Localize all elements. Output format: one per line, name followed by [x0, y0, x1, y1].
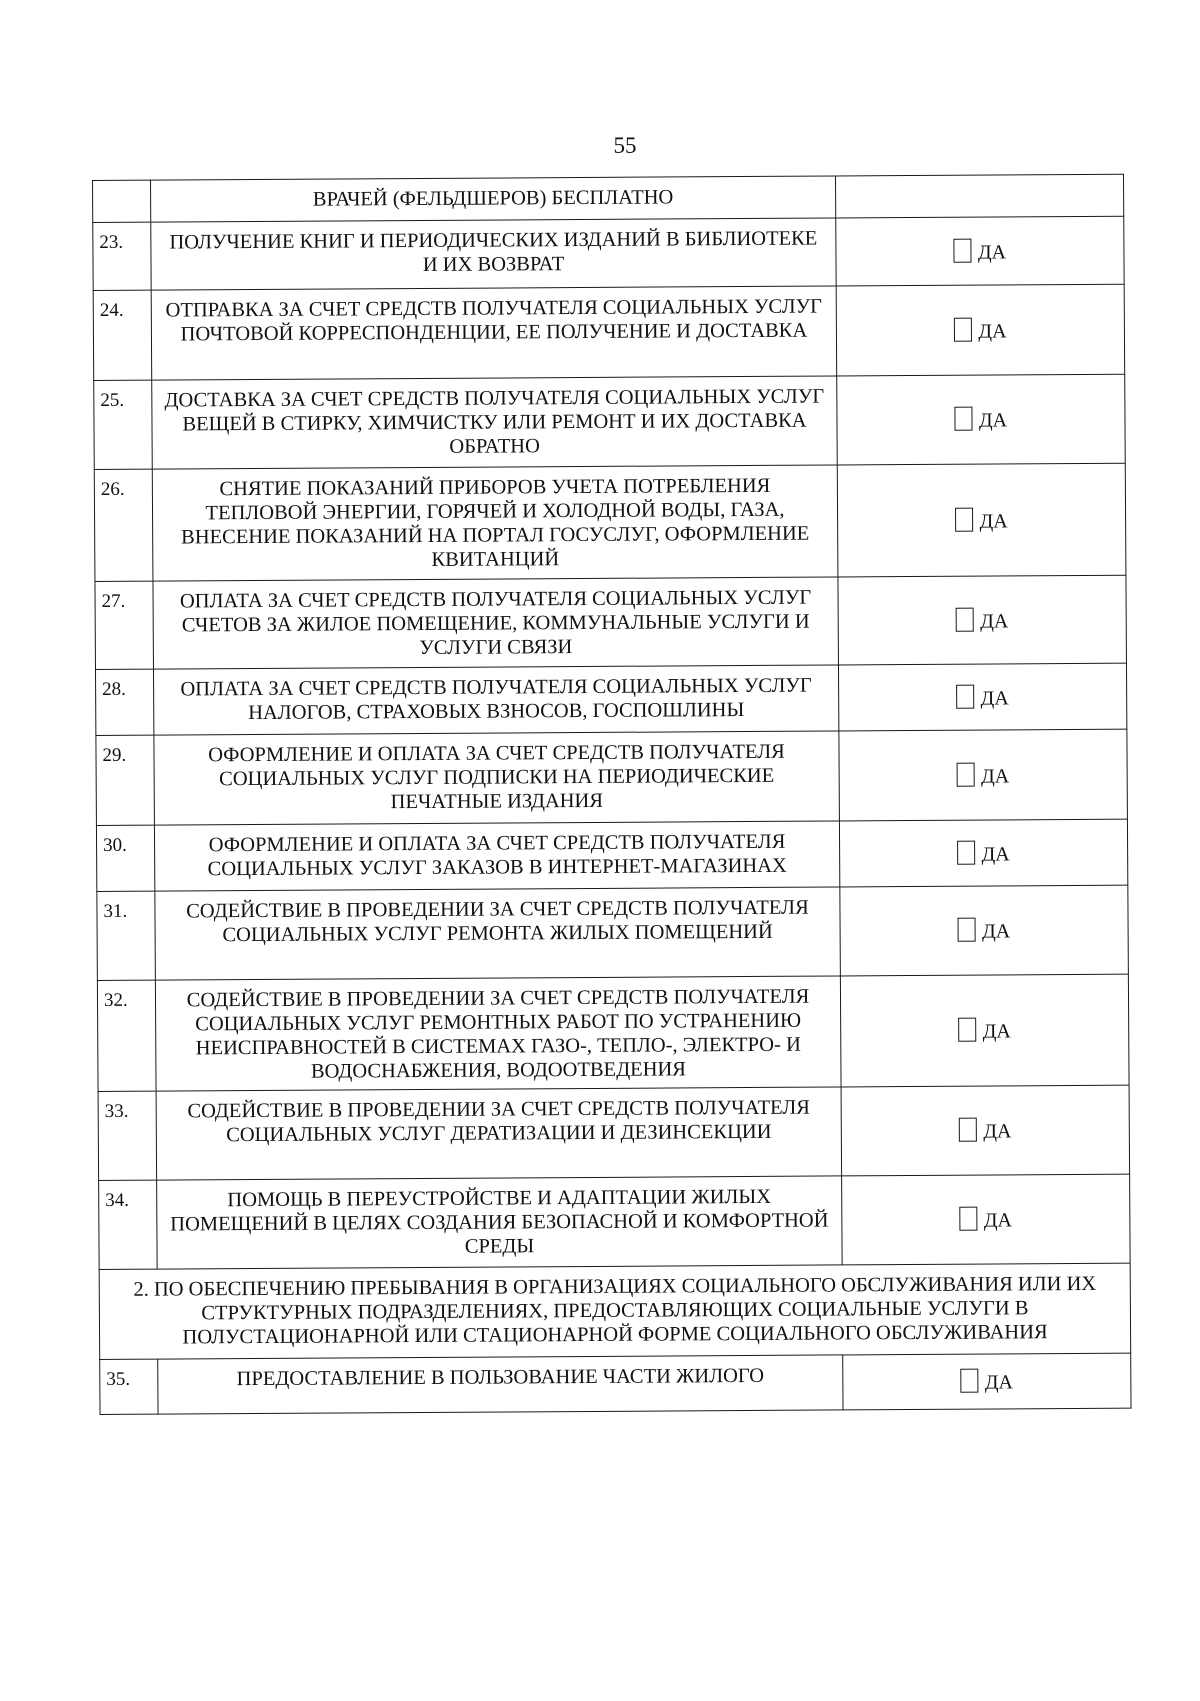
checkbox[interactable]	[958, 918, 976, 942]
answer-cell	[838, 663, 1126, 731]
row-number: 24.	[93, 290, 152, 380]
answer-label: ДА	[980, 686, 1009, 710]
row-number: 35.	[100, 1359, 158, 1414]
row-number: 23.	[93, 222, 151, 290]
answer-cell	[840, 885, 1129, 976]
answer-cell	[840, 974, 1129, 1087]
row-number: 29.	[96, 735, 155, 825]
answer-label: ДА	[977, 240, 1007, 264]
table-row	[99, 1174, 1131, 1269]
table-row	[93, 284, 1125, 380]
service-description: ОТПРАВКА ЗА СЧЕТ СРЕДСТВ ПОЛУЧАТЕЛЯ СОЦИАЛЬНЫХ УСЛУГ ПОЧТОВОЙ КОРРЕСПОНДЕНЦИИ, ЕЕ ПОЛУЧЕНИЕ И ДОСТАВКА	[151, 286, 837, 380]
row-number: 26.	[94, 469, 153, 581]
answer-cell	[841, 1085, 1130, 1176]
table-row	[96, 819, 1127, 891]
checkbox[interactable]	[955, 407, 973, 431]
answer-cell	[837, 463, 1126, 577]
answer-label: ДА	[981, 764, 1010, 788]
service-description: СОДЕЙСТВИЕ В ПРОВЕДЕНИИ ЗА СЧЕТ СРЕДСТВ ПОЛУЧАТЕЛЯ СОЦИАЛЬНЫХ УСЛУГ РЕМОНТНЫХ РАБОТ ПО УСТРАНЕНИЮ НЕИСПРАВНОСТЕЙ В СИСТЕМАХ ГАЗО-, ТЕПЛО-, ЭЛЕКТРО- И ВОДОСНАБЖЕНИЯ, ВОДООТВЕДЕНИЯ	[155, 976, 841, 1091]
checkbox[interactable]	[958, 840, 976, 864]
table-row	[94, 374, 1126, 469]
table-row	[95, 575, 1127, 669]
table-row	[98, 1085, 1130, 1180]
service-description: ОПЛАТА ЗА СЧЕТ СРЕДСТВ ПОЛУЧАТЕЛЯ СОЦИАЛЬНЫХ УСЛУГ НАЛОГОВ, СТРАХОВЫХ ВЗНОСОВ, ГОСПОШЛИНЫ	[153, 665, 838, 735]
row-number: 33.	[98, 1091, 157, 1180]
table-row	[100, 1353, 1131, 1414]
row-number: 30.	[96, 825, 154, 891]
table-row	[97, 885, 1129, 980]
service-description: СОДЕЙСТВИЕ В ПРОВЕДЕНИИ ЗА СЧЕТ СРЕДСТВ ПОЛУЧАТЕЛЯ СОЦИАЛЬНЫХ УСЛУГ ДЕРАТИЗАЦИИ И ДЕЗИНСЕКЦИИ	[156, 1087, 842, 1180]
section-heading-row	[99, 1263, 1131, 1359]
answer-cell	[836, 216, 1124, 286]
table-row	[97, 974, 1129, 1091]
row-number: 28.	[95, 669, 153, 735]
table-row	[96, 729, 1128, 825]
table-row	[93, 216, 1124, 290]
service-description: ОФОРМЛЕНИЕ И ОПЛАТА ЗА СЧЕТ СРЕДСТВ ПОЛУЧАТЕЛЯ СОЦИАЛЬНЫХ УСЛУГ ПОДПИСКИ НА ПЕРИОДИЧЕСКИЕ ПЕЧАТНЫЕ ИЗДАНИЯ	[154, 731, 840, 825]
answer-label: ДА	[980, 609, 1009, 633]
service-description: ОПЛАТА ЗА СЧЕТ СРЕДСТВ ПОЛУЧАТЕЛЯ СОЦИАЛЬНЫХ УСЛУГ СЧЕТОВ ЗА ЖИЛОЕ ПОМЕЩЕНИЕ, КОММУНАЛЬНЫЕ УСЛУГИ И УСЛУГИ СВЯЗИ	[153, 577, 839, 669]
answer-label: ДА	[981, 842, 1010, 866]
services-table	[92, 174, 1132, 1415]
checkbox[interactable]	[960, 1207, 978, 1231]
row-number	[93, 180, 151, 222]
table-row	[95, 663, 1126, 735]
checkbox[interactable]	[957, 684, 975, 708]
answer-label: ДА	[978, 409, 1008, 432]
checkbox[interactable]	[957, 762, 975, 786]
checkbox[interactable]	[954, 317, 972, 341]
checkbox[interactable]	[959, 1118, 977, 1142]
answer-label: ДА	[983, 1209, 1012, 1232]
answer-cell	[839, 819, 1127, 887]
section-heading: 2. ПО ОБЕСПЕЧЕНИЮ ПРЕБЫВАНИЯ В ОРГАНИЗАЦИЯХ СОЦИАЛЬНОГО ОБСЛУЖИВАНИЯ ИЛИ ИХ СТРУКТУРНЫХ ПОДРАЗДЕЛЕНИЯХ, ПРЕДОСТАВЛЯЮЩИХ СОЦИАЛЬНЫЕ УСЛУГИ В ПОЛУСТАЦИОНАРНОЙ ИЛИ СТАЦИОНАРНОЙ ФОРМЕ СОЦИАЛЬНОГО ОБСЛУЖИВАНИЯ	[99, 1263, 1131, 1359]
checkbox[interactable]	[955, 507, 973, 531]
answer-cell-empty	[835, 174, 1123, 218]
answer-label: ДА	[984, 1371, 1013, 1394]
service-description: ОФОРМЛЕНИЕ И ОПЛАТА ЗА СЧЕТ СРЕДСТВ ПОЛУЧАТЕЛЯ СОЦИАЛЬНЫХ УСЛУГ ЗАКАЗОВ В ИНТЕРНЕТ-МАГАЗИНАХ	[154, 821, 839, 891]
service-description: ПОМОЩЬ В ПЕРЕУСТРОЙСТВЕ И АДАПТАЦИИ ЖИЛЫХ ПОМЕЩЕНИЙ В ЦЕЛЯХ СОЗДАНИЯ БЕЗОПАСНОЙ И КОМФОРТНОЙ СРЕДЫ	[157, 1176, 843, 1269]
row-number: 25.	[94, 380, 153, 469]
answer-cell	[843, 1353, 1131, 1410]
checkbox[interactable]	[956, 607, 974, 631]
row-number: 31.	[97, 891, 156, 980]
checkbox[interactable]	[959, 1018, 977, 1042]
service-description: ПОЛУЧЕНИЕ КНИГ И ПЕРИОДИЧЕСКИХ ИЗДАНИЙ В БИБЛИОТЕКЕ И ИХ ВОЗВРАТ	[151, 218, 836, 290]
answer-label: ДА	[983, 1120, 1012, 1143]
answer-label: ДА	[979, 509, 1008, 533]
row-number: 34.	[99, 1180, 158, 1269]
service-description: ДОСТАВКА ЗА СЧЕТ СРЕДСТВ ПОЛУЧАТЕЛЯ СОЦИАЛЬНЫХ УСЛУГ ВЕЩЕЙ В СТИРКУ, ХИМЧИСТКУ ИЛИ РЕМОНТ И ИХ ДОСТАВКА ОБРАТНО	[152, 376, 838, 469]
checkbox[interactable]	[954, 238, 972, 262]
service-description: ВРАЧЕЙ (ФЕЛЬДШЕРОВ) БЕСПЛАТНО	[151, 176, 836, 222]
table-row	[94, 463, 1126, 581]
service-description: ПРЕДОСТАВЛЕНИЕ В ПОЛЬЗОВАНИЕ ЧАСТИ ЖИЛОГО	[158, 1355, 843, 1414]
answer-cell	[836, 284, 1125, 376]
answer-cell	[842, 1174, 1131, 1265]
row-number: 32.	[97, 980, 156, 1091]
answer-label: ДА	[982, 1020, 1011, 1043]
service-description: СОДЕЙСТВИЕ В ПРОВЕДЕНИИ ЗА СЧЕТ СРЕДСТВ ПОЛУЧАТЕЛЯ СОЦИАЛЬНЫХ УСЛУГ РЕМОНТА ЖИЛЫХ ПОМЕЩЕНИЙ	[155, 887, 841, 980]
checkbox[interactable]	[961, 1369, 979, 1393]
table-row	[93, 174, 1124, 222]
row-number: 27.	[95, 581, 154, 669]
answer-label: ДА	[981, 920, 1011, 943]
answer-cell	[837, 374, 1126, 465]
page-number: 55	[613, 133, 637, 158]
answer-cell	[839, 729, 1128, 821]
answer-label: ДА	[978, 319, 1007, 343]
answer-cell	[838, 575, 1127, 665]
service-description: СНЯТИЕ ПОКАЗАНИЙ ПРИБОРОВ УЧЕТА ПОТРЕБЛЕНИЯ ТЕПЛОВОЙ ЭНЕРГИИ, ГОРЯЧЕЙ И ХОЛОДНОЙ ВОДЫ, ГАЗА, ВНЕСЕНИЕ ПОКАЗАНИЙ НА ПОРТАЛ ГОСУСЛУГ, ОФОРМЛЕНИЕ КВИТАНЦИЙ	[152, 465, 838, 581]
